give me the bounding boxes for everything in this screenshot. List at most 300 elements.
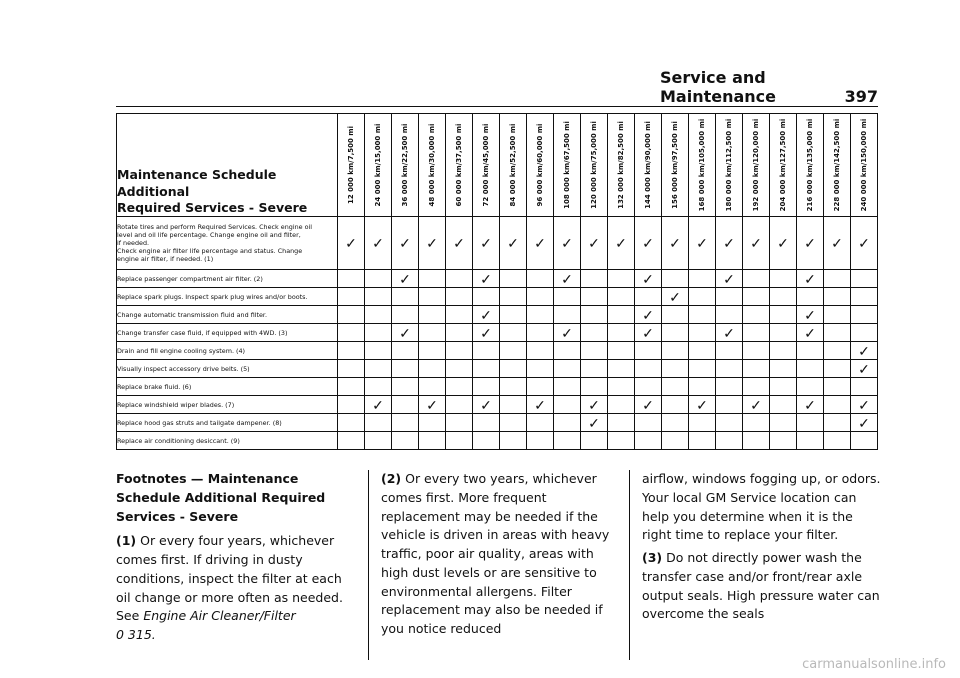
checkmark-icon: ✓ bbox=[392, 217, 419, 270]
checkmark-icon: ✓ bbox=[635, 270, 662, 288]
service-description-line: Replace brake fluid. (6) bbox=[117, 382, 192, 391]
empty-cell bbox=[851, 324, 878, 342]
empty-cell bbox=[473, 360, 500, 378]
footnote-3-number: (3) bbox=[642, 550, 663, 565]
interval-label: 168 000 km/105,000 mi bbox=[698, 118, 706, 212]
checkmark-icon: ✓ bbox=[716, 324, 743, 342]
empty-cell bbox=[851, 306, 878, 324]
empty-cell bbox=[716, 342, 743, 360]
interval-header bbox=[500, 114, 527, 217]
empty-cell bbox=[392, 342, 419, 360]
interval-header bbox=[554, 114, 581, 217]
empty-cell bbox=[608, 270, 635, 288]
empty-cell bbox=[338, 288, 365, 306]
empty-cell bbox=[635, 342, 662, 360]
interval-header bbox=[527, 114, 554, 217]
table-row bbox=[117, 288, 878, 306]
empty-cell bbox=[662, 414, 689, 432]
empty-cell bbox=[473, 288, 500, 306]
service-description bbox=[117, 414, 338, 432]
empty-cell bbox=[365, 342, 392, 360]
service-description bbox=[117, 288, 338, 306]
interval-label: 216 000 km/135,000 mi bbox=[806, 118, 814, 212]
empty-cell bbox=[824, 324, 851, 342]
empty-cell bbox=[770, 288, 797, 306]
service-description bbox=[117, 324, 338, 342]
empty-cell bbox=[635, 432, 662, 450]
footnotes bbox=[116, 470, 886, 660]
empty-cell bbox=[689, 288, 716, 306]
footnote-column-3 bbox=[629, 470, 886, 660]
interval-label: 24 000 km/15,000 mi bbox=[374, 123, 382, 207]
empty-cell bbox=[527, 288, 554, 306]
service-description-line: Rotate tires and perform Required Services. Check engine oil bbox=[117, 223, 313, 231]
empty-cell bbox=[419, 324, 446, 342]
empty-cell bbox=[500, 414, 527, 432]
empty-cell bbox=[446, 432, 473, 450]
empty-cell bbox=[608, 432, 635, 450]
empty-cell bbox=[446, 360, 473, 378]
service-description-line: Visually inspect accessory drive belts. (5) bbox=[117, 364, 250, 373]
empty-cell bbox=[770, 306, 797, 324]
empty-cell bbox=[392, 414, 419, 432]
empty-cell bbox=[608, 396, 635, 414]
service-description-line: Drain and fill engine cooling system. (4) bbox=[117, 346, 246, 355]
service-description-line: Replace hood gas struts and tailgate dampener. (8) bbox=[117, 418, 282, 427]
service-description-line: Change automatic transmission fluid and filter. bbox=[117, 310, 268, 319]
interval-label: 36 000 km/22,500 mi bbox=[401, 123, 409, 207]
interval-label: 228 000 km/142,500 mi bbox=[833, 118, 841, 212]
interval-label: 84 000 km/52,500 mi bbox=[509, 123, 517, 207]
empty-cell bbox=[419, 360, 446, 378]
service-description-line: Replace spark plugs. Inspect spark plug wires and/or boots. bbox=[117, 292, 308, 301]
empty-cell bbox=[662, 270, 689, 288]
checkmark-icon: ✓ bbox=[554, 217, 581, 270]
empty-cell bbox=[365, 360, 392, 378]
empty-cell bbox=[527, 342, 554, 360]
empty-cell bbox=[608, 288, 635, 306]
empty-cell bbox=[446, 396, 473, 414]
checkmark-icon: ✓ bbox=[473, 306, 500, 324]
service-description-line: Replace air conditioning desiccant. (9) bbox=[117, 436, 240, 445]
empty-cell bbox=[419, 342, 446, 360]
checkmark-icon: ✓ bbox=[689, 217, 716, 270]
empty-cell bbox=[716, 360, 743, 378]
footnote-column-2 bbox=[368, 470, 629, 660]
empty-cell bbox=[392, 378, 419, 396]
empty-cell bbox=[824, 396, 851, 414]
header-rule bbox=[116, 106, 878, 107]
table-row bbox=[117, 324, 878, 342]
section-title: Service and Maintenance bbox=[660, 68, 777, 106]
empty-cell bbox=[500, 396, 527, 414]
empty-cell bbox=[446, 288, 473, 306]
checkmark-icon: ✓ bbox=[473, 217, 500, 270]
empty-cell bbox=[554, 360, 581, 378]
footnotes-title: Footnotes — Maintenance Schedule Additional Required Services - Severe bbox=[116, 471, 326, 524]
empty-cell bbox=[473, 432, 500, 450]
empty-cell bbox=[500, 324, 527, 342]
checkmark-icon: ✓ bbox=[797, 306, 824, 324]
empty-cell bbox=[716, 306, 743, 324]
interval-header bbox=[473, 114, 500, 217]
empty-cell bbox=[743, 342, 770, 360]
empty-cell bbox=[554, 432, 581, 450]
checkmark-icon: ✓ bbox=[851, 360, 878, 378]
empty-cell bbox=[527, 378, 554, 396]
interval-label: 204 000 km/127,500 mi bbox=[779, 118, 787, 212]
empty-cell bbox=[608, 324, 635, 342]
empty-cell bbox=[527, 270, 554, 288]
empty-cell bbox=[392, 288, 419, 306]
empty-cell bbox=[338, 342, 365, 360]
table-title bbox=[117, 114, 338, 217]
empty-cell bbox=[554, 378, 581, 396]
empty-cell bbox=[608, 378, 635, 396]
empty-cell bbox=[608, 414, 635, 432]
checkmark-icon: ✓ bbox=[824, 217, 851, 270]
interval-label: 132 000 km/82,500 mi bbox=[617, 121, 625, 209]
service-description-line: level and oil life percentage. Change engine oil and filter, bbox=[117, 231, 301, 239]
checkmark-icon: ✓ bbox=[662, 217, 689, 270]
table-row bbox=[117, 378, 878, 396]
empty-cell bbox=[743, 288, 770, 306]
empty-cell bbox=[392, 306, 419, 324]
empty-cell bbox=[338, 306, 365, 324]
empty-cell bbox=[527, 432, 554, 450]
empty-cell bbox=[662, 306, 689, 324]
checkmark-icon: ✓ bbox=[797, 396, 824, 414]
table-header-row bbox=[117, 114, 878, 217]
interval-label: 12 000 km/7,500 mi bbox=[347, 125, 355, 205]
interval-label: 156 000 km/97,500 mi bbox=[671, 121, 679, 209]
interval-label: 144 000 km/90,000 mi bbox=[644, 121, 652, 209]
empty-cell bbox=[743, 360, 770, 378]
interval-header bbox=[662, 114, 689, 217]
empty-cell bbox=[635, 288, 662, 306]
empty-cell bbox=[797, 360, 824, 378]
checkmark-icon: ✓ bbox=[689, 396, 716, 414]
watermark: carmanualsonline.info bbox=[802, 657, 946, 672]
interval-label: 96 000 km/60,000 mi bbox=[536, 123, 544, 207]
empty-cell bbox=[851, 432, 878, 450]
checkmark-icon: ✓ bbox=[770, 217, 797, 270]
empty-cell bbox=[689, 414, 716, 432]
empty-cell bbox=[365, 270, 392, 288]
empty-cell bbox=[527, 360, 554, 378]
empty-cell bbox=[554, 306, 581, 324]
footnote-2 bbox=[381, 470, 617, 639]
empty-cell bbox=[392, 432, 419, 450]
empty-cell bbox=[500, 378, 527, 396]
empty-cell bbox=[500, 432, 527, 450]
table-title-line1: Maintenance Schedule Additional bbox=[117, 167, 277, 199]
empty-cell bbox=[554, 414, 581, 432]
empty-cell bbox=[716, 396, 743, 414]
empty-cell bbox=[824, 342, 851, 360]
empty-cell bbox=[824, 288, 851, 306]
empty-cell bbox=[770, 432, 797, 450]
empty-cell bbox=[338, 270, 365, 288]
empty-cell bbox=[419, 378, 446, 396]
checkmark-icon: ✓ bbox=[851, 217, 878, 270]
empty-cell bbox=[527, 306, 554, 324]
checkmark-icon: ✓ bbox=[635, 306, 662, 324]
empty-cell bbox=[446, 270, 473, 288]
interval-header bbox=[581, 114, 608, 217]
checkmark-icon: ✓ bbox=[797, 324, 824, 342]
empty-cell bbox=[500, 270, 527, 288]
empty-cell bbox=[338, 378, 365, 396]
interval-label: 240 000 km/150,000 mi bbox=[860, 118, 868, 212]
checkmark-icon: ✓ bbox=[554, 270, 581, 288]
empty-cell bbox=[473, 342, 500, 360]
empty-cell bbox=[446, 306, 473, 324]
empty-cell bbox=[635, 414, 662, 432]
table-body bbox=[117, 217, 878, 450]
table-row bbox=[117, 306, 878, 324]
checkmark-icon: ✓ bbox=[365, 396, 392, 414]
empty-cell bbox=[662, 342, 689, 360]
empty-cell bbox=[581, 432, 608, 450]
interval-label: 60 000 km/37,500 mi bbox=[455, 123, 463, 207]
maintenance-schedule-table bbox=[116, 113, 878, 450]
table-row bbox=[117, 396, 878, 414]
empty-cell bbox=[581, 342, 608, 360]
empty-cell bbox=[689, 270, 716, 288]
empty-cell bbox=[581, 360, 608, 378]
service-description-line: if needed. bbox=[117, 239, 150, 247]
checkmark-icon: ✓ bbox=[635, 324, 662, 342]
interval-header bbox=[797, 114, 824, 217]
empty-cell bbox=[770, 378, 797, 396]
empty-cell bbox=[554, 396, 581, 414]
service-description bbox=[117, 432, 338, 450]
empty-cell bbox=[581, 324, 608, 342]
empty-cell bbox=[851, 378, 878, 396]
empty-cell bbox=[419, 414, 446, 432]
checkmark-icon: ✓ bbox=[527, 396, 554, 414]
interval-label: 108 000 km/67,500 mi bbox=[563, 121, 571, 209]
empty-cell bbox=[851, 288, 878, 306]
empty-cell bbox=[743, 270, 770, 288]
footnote-1-number: (1) bbox=[116, 533, 137, 549]
checkmark-icon: ✓ bbox=[662, 288, 689, 306]
empty-cell bbox=[473, 378, 500, 396]
empty-cell bbox=[338, 432, 365, 450]
empty-cell bbox=[365, 288, 392, 306]
footnote-2-continued: airflow, windows fogging up, or odors. Your local GM Service location can help you determine when it is the right time to replace your filter. bbox=[642, 471, 881, 543]
checkmark-icon: ✓ bbox=[581, 217, 608, 270]
interval-header bbox=[338, 114, 365, 217]
checkmark-icon: ✓ bbox=[608, 217, 635, 270]
interval-header bbox=[770, 114, 797, 217]
checkmark-icon: ✓ bbox=[446, 217, 473, 270]
service-description bbox=[117, 217, 338, 270]
interval-header bbox=[392, 114, 419, 217]
empty-cell bbox=[527, 414, 554, 432]
empty-cell bbox=[500, 288, 527, 306]
empty-cell bbox=[743, 378, 770, 396]
empty-cell bbox=[797, 288, 824, 306]
footnote-1-page-ref: 0 315. bbox=[116, 627, 156, 642]
checkmark-icon: ✓ bbox=[716, 217, 743, 270]
footnote-1 bbox=[116, 532, 356, 645]
service-description bbox=[117, 378, 338, 396]
empty-cell bbox=[770, 414, 797, 432]
empty-cell bbox=[446, 324, 473, 342]
checkmark-icon: ✓ bbox=[365, 217, 392, 270]
service-description-line: engine air filter, if needed. (1) bbox=[117, 255, 214, 263]
interval-header bbox=[419, 114, 446, 217]
empty-cell bbox=[581, 378, 608, 396]
interval-label: 120 000 km/75,000 mi bbox=[590, 121, 598, 209]
table-row bbox=[117, 414, 878, 432]
service-description bbox=[117, 342, 338, 360]
checkmark-icon: ✓ bbox=[716, 270, 743, 288]
empty-cell bbox=[365, 414, 392, 432]
service-description bbox=[117, 306, 338, 324]
footnote-column-1 bbox=[116, 470, 368, 660]
empty-cell bbox=[365, 324, 392, 342]
empty-cell bbox=[824, 306, 851, 324]
empty-cell bbox=[824, 378, 851, 396]
checkmark-icon: ✓ bbox=[473, 270, 500, 288]
empty-cell bbox=[689, 360, 716, 378]
empty-cell bbox=[338, 414, 365, 432]
table-title-line2: Required Services - Severe bbox=[117, 199, 308, 215]
empty-cell bbox=[716, 414, 743, 432]
checkmark-icon: ✓ bbox=[419, 396, 446, 414]
checkmark-icon: ✓ bbox=[851, 414, 878, 432]
empty-cell bbox=[743, 432, 770, 450]
empty-cell bbox=[824, 270, 851, 288]
empty-cell bbox=[662, 378, 689, 396]
empty-cell bbox=[716, 432, 743, 450]
interval-header bbox=[689, 114, 716, 217]
interval-label: 192 000 km/120,000 mi bbox=[752, 118, 760, 212]
empty-cell bbox=[608, 360, 635, 378]
checkmark-icon: ✓ bbox=[338, 217, 365, 270]
checkmark-icon: ✓ bbox=[635, 396, 662, 414]
empty-cell bbox=[743, 324, 770, 342]
empty-cell bbox=[473, 414, 500, 432]
table-row bbox=[117, 270, 878, 288]
empty-cell bbox=[554, 342, 581, 360]
empty-cell bbox=[338, 324, 365, 342]
empty-cell bbox=[689, 306, 716, 324]
empty-cell bbox=[500, 306, 527, 324]
interval-label: 72 000 km/45,000 mi bbox=[482, 123, 490, 207]
checkmark-icon: ✓ bbox=[473, 324, 500, 342]
page-header bbox=[660, 68, 878, 106]
empty-cell bbox=[797, 414, 824, 432]
empty-cell bbox=[716, 288, 743, 306]
checkmark-icon: ✓ bbox=[392, 270, 419, 288]
checkmark-icon: ✓ bbox=[581, 414, 608, 432]
empty-cell bbox=[419, 288, 446, 306]
empty-cell bbox=[581, 306, 608, 324]
checkmark-icon: ✓ bbox=[743, 396, 770, 414]
service-description bbox=[117, 396, 338, 414]
empty-cell bbox=[338, 360, 365, 378]
empty-cell bbox=[824, 414, 851, 432]
empty-cell bbox=[743, 306, 770, 324]
empty-cell bbox=[743, 414, 770, 432]
empty-cell bbox=[770, 360, 797, 378]
empty-cell bbox=[716, 378, 743, 396]
table-row bbox=[117, 342, 878, 360]
empty-cell bbox=[797, 378, 824, 396]
empty-cell bbox=[689, 324, 716, 342]
empty-cell bbox=[392, 396, 419, 414]
empty-cell bbox=[770, 396, 797, 414]
checkmark-icon: ✓ bbox=[797, 217, 824, 270]
empty-cell bbox=[608, 342, 635, 360]
empty-cell bbox=[392, 360, 419, 378]
footnote-1-reference-link[interactable]: Engine Air Cleaner/Filter bbox=[143, 608, 296, 624]
empty-cell bbox=[770, 324, 797, 342]
empty-cell bbox=[419, 270, 446, 288]
checkmark-icon: ✓ bbox=[500, 217, 527, 270]
interval-header bbox=[743, 114, 770, 217]
service-description-line: Change transfer case fluid, if equipped with 4WD. (3) bbox=[117, 328, 288, 337]
empty-cell bbox=[608, 306, 635, 324]
empty-cell bbox=[581, 288, 608, 306]
empty-cell bbox=[419, 306, 446, 324]
footnote-2-number: (2) bbox=[381, 471, 402, 486]
checkmark-icon: ✓ bbox=[743, 217, 770, 270]
checkmark-icon: ✓ bbox=[851, 342, 878, 360]
service-description-line: Check engine air filter life percentage and status. Change bbox=[117, 247, 303, 255]
empty-cell bbox=[446, 414, 473, 432]
checkmark-icon: ✓ bbox=[797, 270, 824, 288]
empty-cell bbox=[554, 288, 581, 306]
empty-cell bbox=[662, 396, 689, 414]
checkmark-icon: ✓ bbox=[419, 217, 446, 270]
interval-header bbox=[716, 114, 743, 217]
empty-cell bbox=[365, 306, 392, 324]
interval-header bbox=[446, 114, 473, 217]
interval-label: 48 000 km/30,000 mi bbox=[428, 123, 436, 207]
checkmark-icon: ✓ bbox=[392, 324, 419, 342]
service-description-line: Replace passenger compartment air filter. (2) bbox=[117, 274, 263, 283]
table-row bbox=[117, 217, 878, 270]
empty-cell bbox=[689, 342, 716, 360]
page-number: 397 bbox=[844, 87, 878, 106]
empty-cell bbox=[662, 360, 689, 378]
checkmark-icon: ✓ bbox=[527, 217, 554, 270]
empty-cell bbox=[446, 378, 473, 396]
interval-header bbox=[608, 114, 635, 217]
checkmark-icon: ✓ bbox=[851, 396, 878, 414]
empty-cell bbox=[770, 342, 797, 360]
table-row bbox=[117, 432, 878, 450]
interval-label: 180 000 km/112,500 mi bbox=[725, 118, 733, 212]
checkmark-icon: ✓ bbox=[635, 217, 662, 270]
service-description bbox=[117, 360, 338, 378]
empty-cell bbox=[824, 432, 851, 450]
service-description-line: Replace windshield wiper blades. (7) bbox=[117, 400, 235, 409]
empty-cell bbox=[500, 342, 527, 360]
checkmark-icon: ✓ bbox=[473, 396, 500, 414]
empty-cell bbox=[446, 342, 473, 360]
empty-cell bbox=[851, 270, 878, 288]
footnote-2-text: Or every two years, whichever comes first. More frequent replacement may be needed if the vehicle is driven in areas with heavy traffic, poor air quality, areas with high dust levels or are sensitive to environmental allergens. Filter replacement may also be needed if you notice reduced bbox=[381, 471, 610, 636]
interval-header bbox=[635, 114, 662, 217]
empty-cell bbox=[500, 360, 527, 378]
empty-cell bbox=[635, 360, 662, 378]
